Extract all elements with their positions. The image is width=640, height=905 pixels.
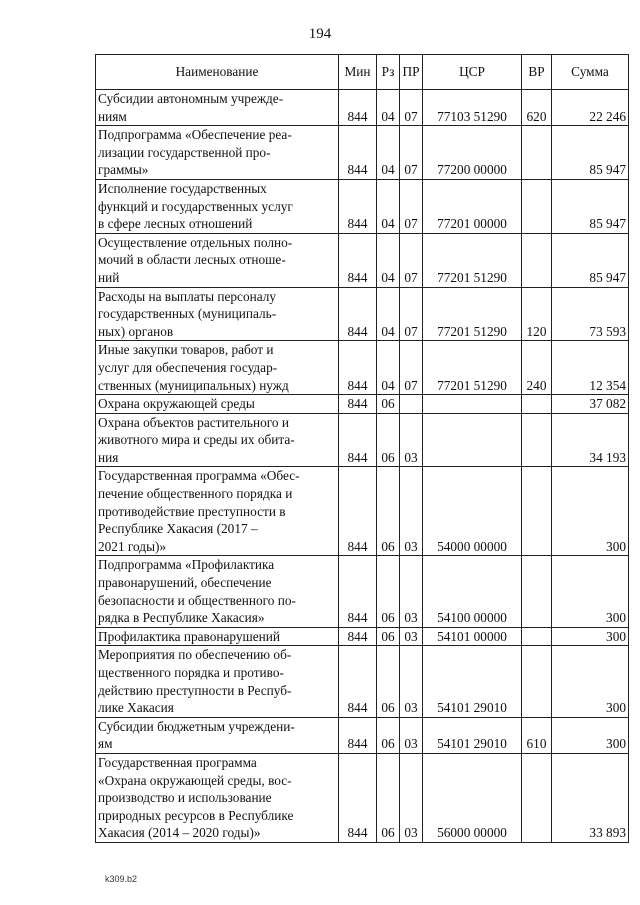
table-row [96,90,629,126]
row-name: Охрана окружающей среды [96,395,339,414]
row-ministry: 844 [339,467,377,556]
row-section: 06 [377,395,400,414]
row-expense-type [522,413,552,467]
row-ministry: 844 [339,233,377,287]
row-section: 06 [377,556,400,627]
row-subsection: 03 [400,646,423,717]
row-name: Государственная программа «Обес- печение общественного порядка и противодействие преступности в Республике Хакасия (2017 – 2021 годы)» [96,467,339,556]
row-subsection [400,395,423,414]
row-expense-type: 120 [522,287,552,341]
table-row [96,341,629,395]
row-amount: 33 893 [552,753,629,842]
row-subsection: 03 [400,627,423,646]
header-amount: Сумма [552,55,629,90]
row-amount: 12 354 [552,341,629,395]
row-section: 06 [377,646,400,717]
row-target-article: 54101 29010 [423,646,522,717]
row-subsection: 07 [400,287,423,341]
row-name: Подпрограмма «Обеспечение реа- лизации государственной про- граммы» [96,126,339,180]
row-expense-type [522,556,552,627]
row-subsection: 07 [400,126,423,180]
row-expense-type: 240 [522,341,552,395]
footer-code: k309.b2 [105,874,138,884]
row-expense-type [522,179,552,233]
row-target-article: 56000 00000 [423,753,522,842]
table-row [96,287,629,341]
row-name: Осуществление отдельных полно- мочий в области лесных отноше- ний [96,233,339,287]
table-row [96,556,629,627]
row-ministry: 844 [339,753,377,842]
row-subsection: 07 [400,90,423,126]
row-expense-type: 610 [522,717,552,753]
row-ministry: 844 [339,413,377,467]
row-section: 04 [377,90,400,126]
row-subsection: 03 [400,717,423,753]
table-row [96,413,629,467]
row-section: 06 [377,413,400,467]
table-body [96,90,629,843]
row-subsection: 03 [400,467,423,556]
row-expense-type [522,126,552,180]
header-target-article: ЦСР [423,55,522,90]
row-name: Охрана объектов растительного и животного мира и среды их обита- ния [96,413,339,467]
row-target-article: 54000 00000 [423,467,522,556]
row-expense-type [522,627,552,646]
row-target-article: 54100 00000 [423,556,522,627]
header-section: Рз [377,55,400,90]
row-section: 04 [377,341,400,395]
row-subsection: 07 [400,179,423,233]
row-name: Мероприятия по обеспечению об- щественного порядка и противо- действию преступности в Респуб- лике Хакасия [96,646,339,717]
row-name: Профилактика правонарушений [96,627,339,646]
row-amount: 300 [552,556,629,627]
row-ministry: 844 [339,341,377,395]
row-subsection: 03 [400,753,423,842]
row-name: Субсидии бюджетным учреждени- ям [96,717,339,753]
row-target-article: 77201 51290 [423,233,522,287]
row-subsection: 03 [400,556,423,627]
table-row [96,467,629,556]
header-ministry: Мин [339,55,377,90]
row-target-article: 54101 00000 [423,627,522,646]
row-section: 04 [377,126,400,180]
row-ministry: 844 [339,646,377,717]
row-subsection: 03 [400,413,423,467]
row-name: Расходы на выплаты персоналу государственных (муниципаль- ных) органов [96,287,339,341]
table-row [96,753,629,842]
table-header-row [96,55,629,90]
row-target-article [423,395,522,414]
row-name: Иные закупки товаров, работ и услуг для обеспечения государ- ственных (муниципальных) нужд [96,341,339,395]
row-amount: 34 193 [552,413,629,467]
row-expense-type [522,233,552,287]
table-row [96,395,629,414]
table-row [96,233,629,287]
row-amount: 85 947 [552,126,629,180]
page-number: 194 [308,26,332,42]
row-amount: 85 947 [552,233,629,287]
row-expense-type [522,753,552,842]
row-section: 06 [377,627,400,646]
row-amount: 37 082 [552,395,629,414]
row-target-article: 77201 51290 [423,341,522,395]
row-ministry: 844 [339,395,377,414]
row-expense-type [522,646,552,717]
row-section: 04 [377,179,400,233]
row-ministry: 844 [339,126,377,180]
row-name: Подпрограмма «Профилактика правонарушений, обеспечение безопасности и общественного по- рядка в Республике Хакасия» [96,556,339,627]
row-ministry: 844 [339,717,377,753]
row-ministry: 844 [339,556,377,627]
row-amount: 73 593 [552,287,629,341]
row-name: Исполнение государственных функций и государственных услуг в сфере лесных отношений [96,179,339,233]
row-ministry: 844 [339,627,377,646]
row-ministry: 844 [339,287,377,341]
row-amount: 300 [552,627,629,646]
row-section: 06 [377,467,400,556]
row-target-article: 77201 51290 [423,287,522,341]
row-name: Субсидии автономным учрежде- ниям [96,90,339,126]
row-section: 04 [377,287,400,341]
row-amount: 300 [552,646,629,717]
row-target-article: 54101 29010 [423,717,522,753]
row-target-article: 77201 00000 [423,179,522,233]
row-section: 06 [377,753,400,842]
row-target-article [423,413,522,467]
row-expense-type [522,467,552,556]
row-amount: 300 [552,717,629,753]
row-name: Государственная программа «Охрана окружающей среды, вос- производство и использование природных ресурсов в Республике Хакасия (2014 – 2020 годы)» [96,753,339,842]
table-row [96,646,629,717]
header-expense-type: ВР [522,55,552,90]
row-subsection: 07 [400,233,423,287]
row-expense-type: 620 [522,90,552,126]
header-subsection: ПР [400,55,423,90]
table-row [96,717,629,753]
table-row [96,126,629,180]
row-target-article: 77200 00000 [423,126,522,180]
row-ministry: 844 [339,179,377,233]
row-amount: 300 [552,467,629,556]
budget-table [95,54,629,843]
row-section: 04 [377,233,400,287]
row-ministry: 844 [339,90,377,126]
header-name: Наименование [96,55,339,90]
row-amount: 85 947 [552,179,629,233]
row-expense-type [522,395,552,414]
table-row [96,627,629,646]
row-section: 06 [377,717,400,753]
row-amount: 22 246 [552,90,629,126]
row-subsection: 07 [400,341,423,395]
row-target-article: 77103 51290 [423,90,522,126]
table-row [96,179,629,233]
